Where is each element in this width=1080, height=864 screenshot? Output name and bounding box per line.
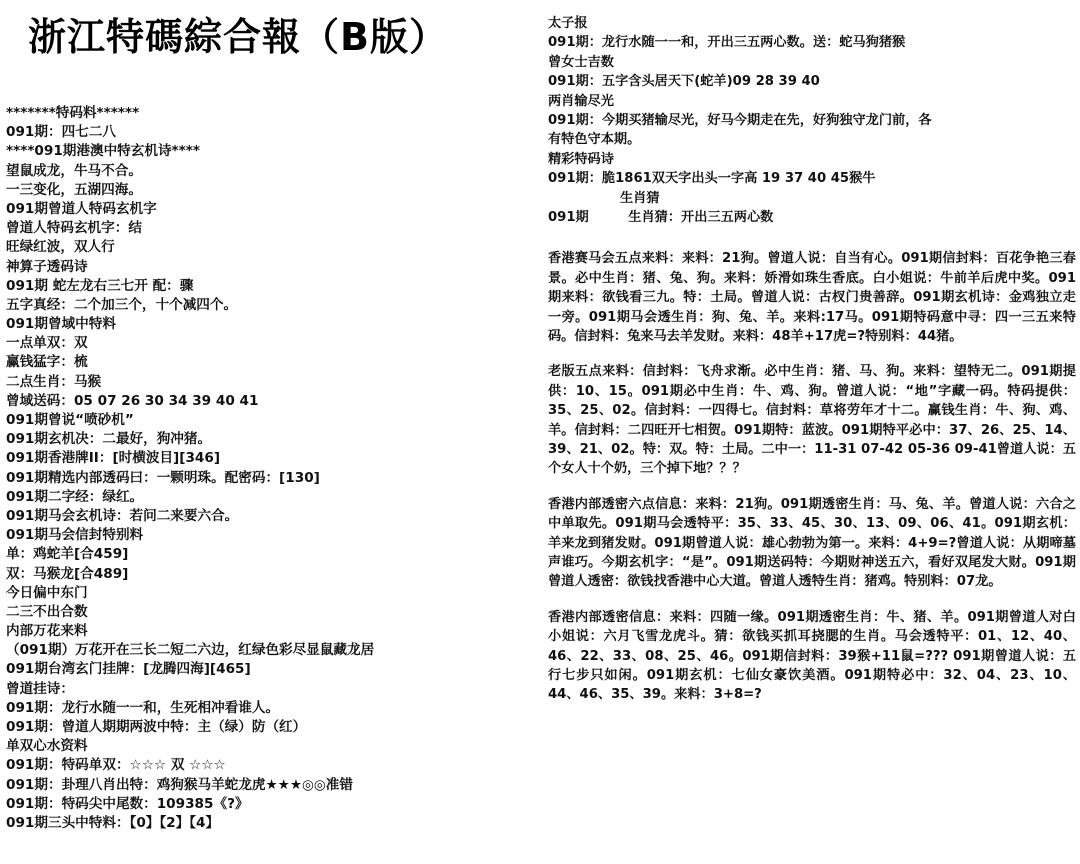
- text-line: 单双心水资料: [6, 738, 88, 755]
- text-line: （091期）万花开在三长二短二六边，红绿色彩尽显鼠藏龙居: [6, 642, 375, 659]
- text-line: 一三变化，五湖四海。: [6, 181, 142, 198]
- section-heading: 精彩特码诗: [548, 151, 614, 167]
- text-line: 091期 生肖猜：开出三五两心数: [548, 209, 774, 225]
- text-line: ****091期港澳中特玄机诗****: [6, 143, 200, 160]
- section-heading: 太子报: [548, 16, 588, 31]
- text-line: 曾道挂诗：: [6, 680, 74, 697]
- text-line: 曾道人特码玄机字：结: [6, 220, 142, 237]
- section-heading: 两肖输尽光: [548, 93, 614, 109]
- text-line: 091期台湾玄门挂牌：[龙腾四海][465]: [6, 661, 251, 678]
- text-line: 091期精选内部透码曰：一颗明珠。配密码：[130]: [6, 469, 320, 486]
- text-line: 091期：今期买猪输尽光，好马今期走在先，好狗独守龙门前，各: [548, 112, 932, 128]
- text-line: 091期三头中特料：【0】【2】【4】: [6, 814, 220, 831]
- text-line: 二点生肖：马猴: [6, 373, 102, 390]
- text-line: 091期：特码尖中尾数：109385《?》: [6, 795, 249, 812]
- text-line: 内部万花来料: [6, 623, 88, 640]
- paragraph-hk-inside-six: 香港内部透密六点信息：来料：21狗。091期透密生肖：马、兔、羊。曾道人说：六合之中单取先。091期马会透特平：35、33、45、30、13、09、06、41。091期玄机：羊来龙到猪发财。091期曾道人说：雄心勃勃为第一。来料：4+9=?曾道人说：从期啼墓声谁巧。今期玄机字：“是”。091期送码特：今期财神送五六，看好双尾发大财。091期曾道人透密：欲钱找香港中心大道。曾道人透特生肖：猪鸡。特别料：07龙。: [548, 496, 1076, 590]
- right-column: [548, 14, 1076, 721]
- text-line: 二三不出合数: [6, 603, 88, 620]
- text-line: 单：鸡蛇羊[合459]: [6, 546, 129, 563]
- text-line: 091期：龙行水随一一和，开出三五两心数。送：蛇马狗猪猴: [548, 35, 906, 51]
- text-line: 091期：特码单双：☆☆☆ 双 ☆☆☆: [6, 757, 226, 774]
- text-line: 双：马猴龙[合489]: [6, 565, 129, 582]
- text-line: 091期：五字含头居天下(蛇羊)09 28 39 40: [548, 74, 820, 90]
- text-line: 091期：龙行水随一一和，生死相冲看谁人。: [6, 699, 280, 716]
- text-line: 091期二字经：绿红。: [6, 488, 144, 505]
- text-line: *******特码料******: [6, 105, 140, 121]
- paragraph-hk-inside: 香港内部透密信息：来料：四随一缘。091期透密生肖：牛、猪、羊。091期曾道人对白小姐说：六月飞雪龙虎斗。猜：欲钱买抓耳挠腮的生肖。马会透特平：01、12、40、46、22、33、08、25、46。091期信封料：39猴+11鼠=??? 091期曾道人说：五行七步只如闲。091期玄机：七仙女豪饮美酒。091期特必中：32、04、23、10、44、46、35、39。来料：3+8=?: [548, 609, 1076, 703]
- text-line: 望鼠成龙，牛马不合。: [6, 162, 142, 179]
- page-title: 浙江特碼綜合報（B版）: [28, 15, 448, 59]
- text-line: 091期：脆1861双天字出头一字高 19 37 40 45猴牛: [548, 171, 876, 187]
- text-line: 091期：卦理八肖出特：鸡狗猴马羊蛇龙虎★★★◎◎准错: [6, 776, 353, 793]
- text-line: 曾域送码：05 07 26 30 34 39 40 41: [6, 392, 259, 409]
- left-column: [6, 104, 526, 833]
- text-line: 091期曾域中特料: [6, 316, 116, 333]
- text-line: 有特色守本期。: [548, 132, 641, 148]
- paragraph-old-version: 老版五点来料：信封料：飞舟求渐。必中生肖：猪、马、狗。来料：望特无二。091期提供：10、15。091期必中生肖：牛、鸡、狗。曾道人说：“地”字藏一码。特码提供：35、25、02。信封料：一四得七。信封料：草将劳年才十二。赢钱生肖：牛、狗、鸡、羊。信封料：二四旺开七相贺。091期特：蓝波。091期特平必中：37、26、25、14、39、21、02。特：双。特：土局。二中一：11-31 07-42 05-36 09-41曾道人说：五个女人十个奶，三个掉下地？？？: [548, 364, 1076, 477]
- text-line: 091期香港牌II：[时横波目][346]: [6, 450, 221, 467]
- text-line: 091期马会玄机诗：若问二来要六合。: [6, 507, 239, 524]
- text-line: 今日偏中东门: [6, 584, 88, 601]
- text-line: 生肖猜: [620, 190, 660, 206]
- text-line: 赢钱猛字：梳: [6, 354, 88, 371]
- text-line: 神算子透码诗: [6, 258, 88, 275]
- text-line: 091期曾说“喷砂机”: [6, 412, 134, 428]
- text-line: 五字真经：二个加三个，十个减四个。: [6, 296, 238, 313]
- text-line: 091期：曾道人期期两波中特：主（绿）防（红）: [6, 719, 307, 735]
- text-line: 091期马会信封特别料: [6, 527, 144, 544]
- text-line: 091期玄机决：二最好，狗冲猪。: [6, 431, 212, 448]
- text-line: 一点单双：双: [6, 335, 88, 352]
- text-line: 091期 蛇左龙右三七开 配：骤: [6, 277, 194, 294]
- section-heading: 曾女士吉数: [548, 54, 614, 70]
- text-line: 091期：四七二八: [6, 124, 116, 141]
- paragraph-hk-jockey: 香港赛马会五点来料：来料：21狗。曾道人说：自当有心。091期信封料：百花争艳三春景。必中生肖：猪、兔、狗。来料：娇滑如珠生香底。白小姐说：牛前羊后虎中奖。091期来料：欲钱看三九。特：土局。曾道人说：古杈门贵善辞。091期玄机诗：金鸡独立走一旁。091期马会透生肖：狗、兔、羊。来料:17马。091期特码意中寻：四一三五来特码。信封料：兔来马去羊发财。来料：48羊+17虎=?特别料：44猪。: [548, 251, 1076, 344]
- text-line: 091期曾道人特码玄机字: [6, 200, 157, 217]
- text-line: 旺绿红波，双人行: [6, 239, 115, 256]
